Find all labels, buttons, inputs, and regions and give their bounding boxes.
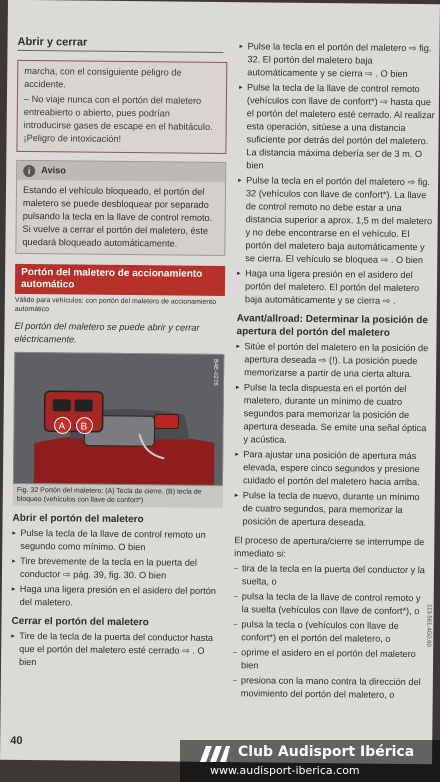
button-panel xyxy=(44,391,102,432)
section-intro: El portón del maletero se puede abrir y cerrar eléctricamente. xyxy=(14,320,200,345)
list-item: – pulsa la tecla de la llave de control remoto y la suelta (vehículos con llave de confort*), o xyxy=(242,590,430,618)
warning-line: – No viaje nunca con el portón del maletero entreabierto o abierto, pues podrían introducirse gases de escape en el habitáculo. ¡Peligro de intoxicación! xyxy=(23,93,213,144)
figure-caption: Fig. 32 Portón del maletero: (A) Tecla de cierre, (B) tecla de bloqueo (vehículos con llave de confort*) xyxy=(13,484,223,508)
list-item: ▸ Pulse la tecla de nuevo, durante un mínimo de cuatro segundos, para memorizar la posición de apertura deseada. xyxy=(242,489,430,530)
watermark-url: www.audisport-iberica.com xyxy=(210,764,360,777)
watermark-banner xyxy=(180,740,440,782)
list-item: ▸ Pulse la tecla dispuesta en el portón del maletero, durante un mínimo de cuatro segundos para memorizar la posición de apertura deseada. Se emite una señal óptica y acústica. xyxy=(243,381,432,448)
close-list xyxy=(11,630,221,671)
notice-body: Estando el vehículo bloqueado, el portón del maletero se puede desbloquear por separado pulsando la tecla en la llave de control remoto. Si vuelve a cerrar el portón del maletero, éste quedará bloqueado automáticamente. xyxy=(22,184,213,249)
close-key-icon xyxy=(53,399,71,411)
close-options-list xyxy=(237,40,436,308)
list-item: ▸ Haga una ligera presión en el asidero del portón del maletero. El portón del maletero baja automáticamente y se cierra ⇨ . xyxy=(245,267,433,308)
warning-line: marcha, con el consiguiente peligro de accidente. xyxy=(24,65,182,90)
section-title: Portón del maletero de accionamiento automático xyxy=(15,264,225,296)
info-icon: i xyxy=(23,164,35,176)
list-item: ▸ Pulse la tecla de la llave de control remoto (vehículos con llave de confort*) ⇨ hasta que el portón del maletero esté cerrado. Al realizar esta operación, sitúese a una distancia suficiente por detrás del portón del maletero. La distancia máxima debería ser de 3 m. O bien xyxy=(246,81,435,174)
list-item: – pulsa la tecla o (vehículos con llave de confort*) en el portón del maletero, o xyxy=(241,618,429,646)
list-item: – presiona con la mano contra la dirección del movimiento del portón del maletero, o xyxy=(241,674,429,702)
interrupt-list xyxy=(233,562,430,702)
trunk-switch-icon xyxy=(155,414,179,428)
side-code: 113.561.4G0.60 xyxy=(425,604,432,647)
open-heading: Abrir el portón del maletero xyxy=(12,512,144,526)
figure-trunk xyxy=(13,352,224,486)
watermark-title: Club Audisport Ibérica xyxy=(238,744,415,760)
notice-box xyxy=(15,160,226,256)
notice-title: Aviso xyxy=(41,165,66,176)
callout-b-label: B xyxy=(80,421,88,433)
list-item: ▸ Haga una ligera presión en el asidero del portón del maletero. xyxy=(20,583,222,611)
page-header: Abrir y cerrar xyxy=(17,35,88,49)
list-item: – tira de la tecla en la puerta del conductor y la suelta, o xyxy=(242,562,430,590)
list-item: ▸ Tire de la tecla de la puerta del conductor hasta que el portón del maletero esté cerrado ⇨ . O bien xyxy=(19,630,221,671)
list-item: ▸ Para ajustar una posición de apertura más elevada, espere cinco segundos y presione cuidado el portón del maletero hacia arriba. xyxy=(243,448,431,489)
list-item: ▸ Tire brevemente de la tecla en la puerta del conductor ⇨ pág. 39, fig. 30. O bien xyxy=(20,555,222,583)
list-item: ▸ Sitúe el portón del maletero en la posición de apertura deseada ⇨ (!). La posición puede memorizarse a partir de una cierta altura. xyxy=(244,340,432,381)
interrupt-intro: El proceso de apertura/cierre se interrumpe de inmediato si: xyxy=(234,535,425,559)
figure-code: B4E-0276 xyxy=(211,358,219,386)
list-item: ▸ Pulse la tecla en el portón del maletero ⇨ fig. 32. El portón del maletero baja automáticamente y se cierra ⇨ . O bien xyxy=(247,40,435,81)
list-item: ▸ Pulse la tecla de la llave de control remoto un segundo como mínimo. O bien xyxy=(20,527,222,555)
trunk-illustration xyxy=(14,353,224,485)
list-item: ▸ Pulse la tecla en el portón del maletero ⇨ fig. 32 (vehículos con llave de confort*). La llave de control remoto no debe estar a una distancia superior a aprox. 1,5 m del maletero y no debe encontrarse en el vehículo. El portón del maletero baja automáticamente y se cierra. El vehículo se bloquea ⇨ . O bien xyxy=(245,174,434,267)
warning-box xyxy=(16,60,227,154)
valid-for-note: Válido para vehículos: con portón del maletero de accionamiento automático xyxy=(14,296,217,314)
right-column xyxy=(233,40,436,704)
open-list xyxy=(12,527,223,611)
lock-key-icon xyxy=(75,399,93,411)
page-number: 40 xyxy=(10,734,23,747)
close-heading: Cerrar el portón del maletero xyxy=(11,615,149,629)
club-logo-icon xyxy=(196,746,230,762)
callout-a-label: A xyxy=(58,421,66,433)
left-column xyxy=(11,60,227,673)
list-item: – oprime el asidero en el portón del maletero bien xyxy=(241,646,429,674)
avant-heading: Avant/allroad: Determinar la posición de apertura del portón del maletero xyxy=(236,313,429,339)
avant-list xyxy=(234,340,432,530)
header-divider xyxy=(17,50,223,53)
notice-header xyxy=(17,161,225,182)
